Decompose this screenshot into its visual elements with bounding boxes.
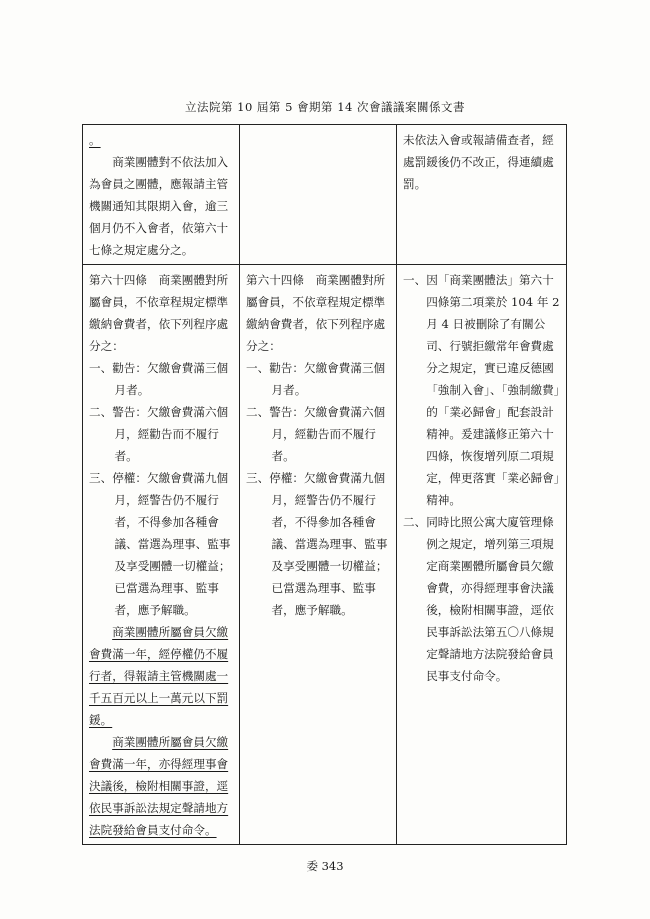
paragraph: 二、警告：欠繳會費滿六個月，經勸告而不履行者。 <box>89 405 229 463</box>
comparison-table <box>82 124 567 845</box>
paragraph: 三、停權：欠繳會費滿九個月，經警告仍不履行者，不得參加各種會議、當選為理事、監事及享受團體一切權益；已當選為理事、監事者，應予解職。 <box>246 471 388 617</box>
paragraph <box>89 129 233 151</box>
page-header: 立法院第 10 屆第 5 會期第 14 次會議議案關係文書 <box>184 100 465 114</box>
paragraph: 未依法入會或報請備查者，經處罰鍰後仍不改正，得連續處罰。 <box>403 133 554 191</box>
paragraph: 商業團體對不依法加入為會員之團體，應報請主管機關通知其限期入會，逾三個月仍不入會者，依第六十七條之規定處分之。 <box>89 155 229 257</box>
cell-current-text <box>240 125 397 265</box>
cell-current-text <box>240 265 397 845</box>
paragraph: 三、停權：欠繳會費滿九個月，經警告仍不履行者，不得參加各種會議、當選為理事、監事及享受團體一切權益；已當選為理事、監事者，應予解職。 <box>89 471 231 617</box>
paragraph: 一、勸告：欠繳會費滿三個月者。 <box>89 361 229 397</box>
paragraph: 二、警告：欠繳會費滿六個月，經勸告而不履行者。 <box>246 405 386 463</box>
cell-amended-text <box>83 125 240 265</box>
underlined-text: 商業團體所屬會員欠繳會費滿一年，亦得經理事會決議後，檢附相關事證，逕依民事訴訟法規定聲請地方法院發給會員支付命令。 <box>89 735 229 837</box>
paragraph <box>89 621 233 731</box>
paragraph: 第六十四條 商業團體對所屬會員，不依章程規定標準繳納會費者，依下列程序處分之： <box>89 273 229 353</box>
page-number: 委 343 <box>306 859 344 873</box>
paragraph: 一、因「商業團體法」第六十四條第二項業於 104 年 2 月 4 日被刪除了有關公司、行號拒繳常年會費處分之規定，實已違反德國「強制入會」、「強制繳費」的「業必歸會」配套設計精神。爰建議修正第六十四條，恢復增列原二項規定，俾更落實「業必歸會」精神。 <box>403 273 560 507</box>
underlined-text: 商業團體所屬會員欠繳會費滿一年，經停權仍不履行者，得報請主管機關處一千五百元以上一萬元以下罰鍰。 <box>89 625 229 727</box>
underlined-text: 。 <box>89 133 101 147</box>
cell-amended-text <box>83 265 240 845</box>
paragraph: 一、勸告：欠繳會費滿三個月者。 <box>246 361 386 397</box>
table-row <box>83 125 567 265</box>
table-row <box>83 265 567 845</box>
paragraph: 第六十四條 商業團體對所屬會員，不依章程規定標準繳納會費者，依下列程序處分之： <box>246 273 386 353</box>
cell-explanation <box>397 265 567 845</box>
cell-explanation <box>397 125 567 265</box>
paragraph <box>89 731 233 841</box>
paragraph: 二、同時比照公寓大廈管理條例之規定，增列第三項規定商業團體所屬會員欠繳會費，亦得經理事會決議後，檢附相關事證，逕依民事訴訟法第五〇八條規定聲請地方法院發給會員民事支付命令。 <box>403 515 554 683</box>
